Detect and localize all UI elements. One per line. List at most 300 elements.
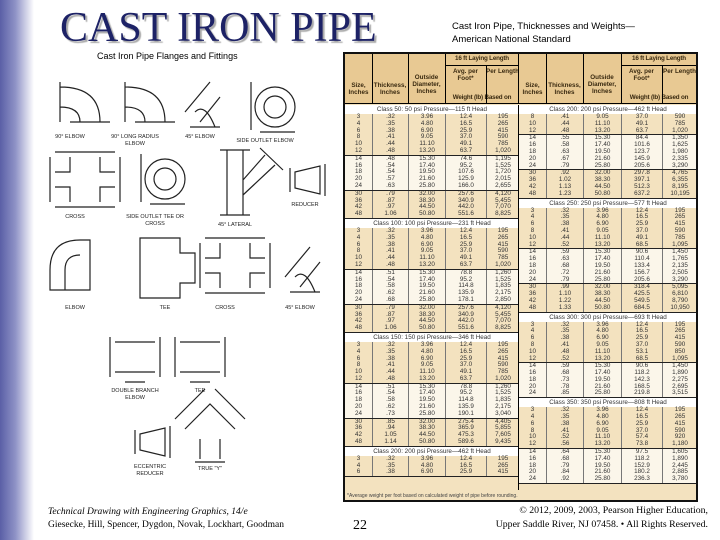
fitting-drawing	[285, 247, 320, 292]
table-footnote: *Average weight per foot based on calculated weight of pipe before rounding.	[347, 493, 518, 499]
table-cell: 21.60	[408, 290, 445, 297]
table-cell: 5,095	[662, 284, 697, 291]
pipe-table	[343, 52, 698, 502]
table-cell: 12.4	[621, 407, 662, 414]
table-cell: .44	[546, 121, 583, 128]
fitting-label: SIDE OUTLET ELBOW	[236, 138, 294, 144]
table-cell: 4.80	[583, 328, 621, 335]
table-cell: 21.60	[583, 156, 621, 163]
fitting-label: ECCENTRIC REDUCER	[133, 464, 167, 477]
table-cell: 397.1	[621, 177, 662, 184]
table-cell: 16	[528, 141, 536, 149]
header-divider	[408, 54, 409, 104]
table-cell: 17.40	[408, 163, 445, 170]
header-divider	[662, 66, 663, 104]
table-cell: 12	[528, 240, 536, 248]
row-group	[519, 407, 697, 449]
table-cell: .32	[546, 208, 583, 215]
table-cell: 16.5	[445, 463, 486, 470]
row-group	[519, 284, 697, 312]
table-cell: 12	[354, 146, 362, 154]
fitting-outline	[200, 238, 270, 293]
table-cell: 3.96	[583, 322, 621, 329]
table-cell: 42	[528, 182, 536, 190]
table-cell: .58	[546, 142, 583, 149]
table-cell: 17.40	[583, 256, 621, 263]
table-cell: 257.6	[445, 305, 486, 312]
table-cell: 3.96	[583, 407, 621, 414]
table-cell: .84	[546, 469, 583, 476]
table-cell: .38	[372, 242, 408, 249]
table-cell: .94	[372, 425, 408, 432]
table-cell: 9,435	[486, 439, 519, 446]
table-cell: 1.13	[546, 184, 583, 191]
table-cell: 25.9	[621, 221, 662, 228]
table-cell: 297.8	[621, 170, 662, 177]
table-cell: .48	[546, 349, 583, 356]
citation-authors: Giesecke, Hill, Spencer, Dygdon, Novak, Lockhart, Goodman	[48, 520, 285, 530]
table-cell: .97	[372, 318, 408, 325]
table-cell: 265	[662, 214, 697, 221]
table-cell: 265	[486, 235, 519, 242]
table-cell: 32.00	[408, 191, 445, 198]
table-cell: 590	[662, 228, 697, 235]
table-cell: 25.80	[583, 390, 621, 397]
table-cell: 195	[662, 208, 697, 215]
table-cell: .38	[372, 469, 408, 476]
table-cell: 10	[354, 368, 362, 376]
table-cell: 4.80	[408, 121, 445, 128]
table-cell: 37.0	[621, 428, 662, 435]
table-row	[519, 356, 697, 363]
table-cell: 219.8	[621, 390, 662, 397]
table-cell: 1.02	[546, 177, 583, 184]
class-heading: Class 200: 200 psi Pressure—462 ft Head	[345, 447, 519, 456]
fitting-drawing	[251, 82, 295, 132]
table-cell: 10,195	[662, 191, 697, 198]
table-cell: 16.5	[621, 414, 662, 421]
table-cell: .56	[546, 441, 583, 448]
table-cell: 25.9	[445, 128, 486, 135]
table-cell: 13.20	[583, 242, 621, 249]
table-cell: .87	[372, 198, 408, 205]
table-cell: 8,825	[486, 325, 519, 332]
row-group	[519, 322, 697, 364]
table-cell: 318.4	[621, 284, 662, 291]
fitting-label: 45° ELBOW	[185, 134, 215, 140]
table-cell: 18	[528, 461, 536, 469]
table-cell: 4	[530, 213, 535, 221]
table-cell: 25.9	[621, 421, 662, 428]
table-cell: 3.96	[408, 456, 445, 463]
table-cell: 5,455	[486, 198, 519, 205]
fitting-label: CROSS	[65, 214, 85, 220]
table-cell: 1,020	[486, 376, 519, 383]
table-cell: 16.5	[621, 214, 662, 221]
table-cell: 14	[528, 134, 536, 142]
table-cell: .32	[372, 114, 408, 121]
table-cell: 2,275	[662, 377, 697, 384]
table-cell: 168.5	[621, 384, 662, 391]
header-outside-diameter: Outside Diameter, Inches	[587, 74, 617, 95]
table-cell: 6	[530, 419, 535, 427]
table-cell: 25.80	[408, 297, 445, 304]
table-row	[345, 262, 519, 269]
table-cell: 16	[354, 389, 362, 397]
table-cell: 14	[354, 382, 362, 390]
table-cell: .35	[372, 463, 408, 470]
table-row	[345, 469, 519, 476]
table-cell: 3,040	[486, 411, 519, 418]
table-cell: .41	[546, 114, 583, 121]
table-cell: .68	[546, 456, 583, 463]
table-cell: .38	[372, 128, 408, 135]
table-cell: 785	[662, 121, 697, 128]
table-cell: 4	[356, 461, 361, 469]
table-cell: 6.90	[583, 221, 621, 228]
table-cell: 57.4	[621, 434, 662, 441]
table-cell: 3.96	[408, 114, 445, 121]
table-cell: .85	[546, 390, 583, 397]
table-cell: 3.96	[408, 228, 445, 235]
table-cell: 512.3	[621, 184, 662, 191]
table-cell: 2,135	[662, 263, 697, 270]
table-cell: 37.0	[445, 362, 486, 369]
table-cell: 12	[528, 354, 536, 362]
table-cell: 152.9	[621, 463, 662, 470]
table-cell: 19.50	[408, 397, 445, 404]
table-cell: 4	[356, 233, 361, 241]
table-cell: 10,950	[662, 305, 697, 312]
table-cell: 36	[528, 290, 536, 298]
table-cell: 2,655	[486, 183, 519, 190]
copyright-line-1: © 2012, 2009, 2003, Pearson Higher Education,	[519, 505, 708, 516]
table-cell: 1,835	[486, 283, 519, 290]
row-group	[345, 228, 519, 270]
table-cell: 95.2	[445, 163, 486, 170]
table-cell: 442.0	[445, 204, 486, 211]
table-cell: .41	[546, 228, 583, 235]
table-cell: 10	[354, 254, 362, 262]
fitting-drawing	[140, 238, 195, 298]
table-cell: 11.10	[408, 141, 445, 148]
table-cell: 8,790	[662, 298, 697, 305]
table-cell: 30	[354, 303, 362, 311]
table-cell: .63	[546, 256, 583, 263]
table-cell: 13.20	[583, 441, 621, 448]
table-cell: 24	[528, 161, 536, 169]
table-cell: 12.4	[621, 322, 662, 329]
table-cell: 50.80	[408, 325, 445, 332]
header-weight-based-on: Weight (lb) Based on	[452, 94, 512, 101]
table-cell: .68	[546, 263, 583, 270]
table-cell: 11.10	[583, 434, 621, 441]
table-cell: 18	[354, 282, 362, 290]
table-cell: 1,450	[662, 363, 697, 370]
table-cell: 4,405	[486, 419, 519, 426]
table-left-half	[345, 105, 519, 477]
table-cell: .79	[546, 277, 583, 284]
table-cell: 95.2	[445, 390, 486, 397]
row-group	[345, 342, 519, 384]
row-group	[345, 456, 519, 477]
table-cell: 17.40	[408, 277, 445, 284]
header-divider	[372, 54, 373, 104]
table-cell: 15.30	[583, 449, 621, 456]
table-cell: 785	[662, 235, 697, 242]
table-cell: 49.1	[445, 141, 486, 148]
table-cell: 1.22	[546, 298, 583, 305]
table-cell: 16	[528, 255, 536, 263]
table-cell: .54	[372, 169, 408, 176]
table-cell: 205.6	[621, 163, 662, 170]
table-cell: 24	[354, 409, 362, 417]
table-cell: .73	[372, 411, 408, 418]
table-cell: 44.50	[408, 318, 445, 325]
table-cell: 1,765	[662, 256, 697, 263]
table-cell: 9.05	[583, 114, 621, 121]
header-divider	[621, 54, 622, 104]
table-cell: 78.8	[445, 384, 486, 391]
table-cell: .59	[546, 363, 583, 370]
table-cell: 2,850	[486, 297, 519, 304]
table-cell: 37.0	[445, 248, 486, 255]
table-cell: 4	[530, 413, 535, 421]
table-cell: 30	[354, 417, 362, 425]
table-cell: .41	[546, 342, 583, 349]
table-cell: 42	[354, 203, 362, 211]
table-cell: 10	[354, 140, 362, 148]
table-cell: 6,355	[662, 177, 697, 184]
table-cell: 3,515	[662, 390, 697, 397]
table-cell: 3	[356, 113, 361, 120]
table-cell: 1,525	[486, 163, 519, 170]
table-row	[519, 305, 697, 312]
fitting-drawing	[60, 82, 110, 122]
table-row	[519, 476, 697, 483]
table-cell: 195	[662, 322, 697, 329]
table-cell: .48	[372, 156, 408, 163]
table-cell: 1.06	[372, 211, 408, 218]
table-cell: 2,175	[486, 290, 519, 297]
table-cell: 21.60	[583, 270, 621, 277]
table-row	[519, 390, 697, 397]
table-cell: 25.9	[445, 356, 486, 363]
table-row	[345, 376, 519, 383]
fitting-outline	[50, 240, 90, 290]
table-cell: 4,765	[662, 170, 697, 177]
table-cell: 12	[528, 126, 536, 134]
table-cell: 2,505	[662, 270, 697, 277]
fitting-label: TRUE "Y"	[197, 466, 223, 472]
table-cell: 48	[354, 324, 362, 332]
table-cell: 1.23	[546, 191, 583, 198]
table-cell: 8	[530, 226, 535, 234]
fitting-outline	[140, 238, 195, 298]
table-cell: 1,350	[662, 135, 697, 142]
header-outside-diameter: Outside Diameter, Inches	[412, 74, 441, 95]
header-divider	[546, 54, 547, 104]
table-cell: 365.9	[445, 425, 486, 432]
table-cell: 14	[528, 448, 536, 456]
page-number: 22	[353, 518, 367, 533]
table-row	[345, 183, 519, 190]
slide-edge-gradient	[0, 0, 34, 540]
fittings-drawings	[40, 62, 340, 492]
table-cell: .63	[372, 183, 408, 190]
table-cell: 1,720	[486, 169, 519, 176]
table-cell: 24	[354, 181, 362, 189]
table-cell: 16.5	[621, 328, 662, 335]
fitting-label: SIDE OUTLET TEE OR CROSS	[126, 214, 184, 227]
table-cell: 551.6	[445, 325, 486, 332]
table-cell: .52	[546, 434, 583, 441]
table-cell: 590	[486, 134, 519, 141]
table-cell: 21.60	[583, 469, 621, 476]
table-cell: .44	[372, 369, 408, 376]
table-cell: 32.00	[408, 419, 445, 426]
table-cell: 10	[528, 119, 536, 127]
table-cell: 25.80	[408, 183, 445, 190]
table-cell: 8	[530, 340, 535, 348]
table-cell: 3	[530, 206, 535, 214]
table-cell: 37.0	[621, 114, 662, 121]
table-cell: 195	[486, 342, 519, 349]
table-right-half	[519, 105, 697, 484]
table-cell: 4,120	[486, 305, 519, 312]
table-cell: 2,335	[662, 156, 697, 163]
table-cell: 49.1	[445, 369, 486, 376]
citation-book: Technical Drawing with Engineering Graphics, 14/e	[48, 507, 248, 517]
table-cell: 8	[530, 113, 535, 120]
table-cell: .38	[372, 356, 408, 363]
fittings-drawings-svg	[40, 62, 340, 492]
table-cell: 50.80	[408, 439, 445, 446]
table-cell: 63.7	[445, 376, 486, 383]
table-cell: 38.30	[583, 177, 621, 184]
table-cell: 17.40	[583, 142, 621, 149]
table-cell: 63.7	[445, 148, 486, 155]
table-row	[519, 441, 697, 448]
table-cell: 19.50	[583, 149, 621, 156]
table-cell: 1.10	[546, 291, 583, 298]
table-cell: 15.30	[583, 249, 621, 256]
table-cell: 9.05	[408, 362, 445, 369]
row-group	[519, 449, 697, 484]
table-cell: 142.3	[621, 377, 662, 384]
table-cell: 8,825	[486, 211, 519, 218]
table-cell: 1,095	[662, 356, 697, 363]
row-group	[345, 384, 519, 419]
fitting-outline	[135, 426, 170, 458]
table-cell: 48	[528, 303, 536, 311]
table-cell: .41	[372, 134, 408, 141]
table-cell: 4.80	[408, 349, 445, 356]
table-cell: 110.4	[621, 256, 662, 263]
table-cell: 118.2	[621, 456, 662, 463]
table-cell: .97	[372, 204, 408, 211]
table-cell: 1,195	[486, 156, 519, 163]
table-cell: .54	[372, 390, 408, 397]
table-cell: 4,120	[486, 191, 519, 198]
table-cell: 5,855	[486, 425, 519, 432]
table-cell: 340.9	[445, 198, 486, 205]
table-cell: .68	[546, 370, 583, 377]
table-cell: 180.2	[621, 469, 662, 476]
fitting-drawing	[110, 337, 160, 382]
table-cell: 14	[528, 248, 536, 256]
table-cell: 50.80	[583, 191, 621, 198]
table-cell: 21.60	[408, 176, 445, 183]
table-cell: 415	[662, 421, 697, 428]
table-cell: 13.20	[408, 262, 445, 269]
table-cell: 1.14	[372, 439, 408, 446]
table-cell: 32.00	[583, 284, 621, 291]
table-cell: 4.80	[583, 414, 621, 421]
fitting-outline	[255, 87, 295, 127]
table-cell: 25.80	[583, 277, 621, 284]
fitting-outline	[264, 96, 286, 118]
table-cell: 1,020	[486, 148, 519, 155]
copyright-line-2: Upper Saddle River, NJ 07458. • All Rights Reserved.	[495, 519, 708, 530]
table-cell: 19.50	[583, 463, 621, 470]
table-cell: 12	[528, 440, 536, 448]
table-cell: .79	[372, 305, 408, 312]
table-cell: 17.40	[583, 370, 621, 377]
fitting-label: CROSS	[215, 305, 235, 311]
table-cell: 6	[356, 240, 361, 248]
table-cell: 5,455	[486, 312, 519, 319]
table-cell: .32	[372, 342, 408, 349]
table-cell: 36	[354, 310, 362, 318]
table-cell: 18	[528, 375, 536, 383]
table-cell: 257.6	[445, 191, 486, 198]
fitting-label: REDUCER	[291, 202, 319, 208]
header-divider	[486, 66, 487, 104]
table-cell: 133.4	[621, 263, 662, 270]
table-cell: 18	[354, 396, 362, 404]
table-cell: .35	[372, 349, 408, 356]
table-cell: 44.50	[408, 204, 445, 211]
table-cell: 95.2	[445, 277, 486, 284]
table-cell: 15.30	[408, 384, 445, 391]
row-group	[345, 156, 519, 191]
table-cell: 1,890	[662, 456, 697, 463]
table-cell: 3,290	[662, 163, 697, 170]
table-cell: 20	[354, 175, 362, 183]
table-cell: 785	[486, 141, 519, 148]
table-cell: 195	[486, 114, 519, 121]
table-cell: 63.7	[621, 128, 662, 135]
fitting-drawing	[200, 238, 270, 293]
table-cell: 32.00	[583, 170, 621, 177]
table-cell: 44.50	[408, 432, 445, 439]
table-cell: 13.20	[583, 356, 621, 363]
fitting-outline	[220, 148, 283, 215]
table-cell: .35	[372, 121, 408, 128]
table-cell: 275.4	[445, 419, 486, 426]
table-row	[519, 128, 697, 135]
row-group	[519, 249, 697, 284]
table-cell: 178.1	[445, 297, 486, 304]
table-cell: 114.8	[445, 283, 486, 290]
table-cell: .41	[372, 362, 408, 369]
table-cell: 205.6	[621, 277, 662, 284]
table-cell: 2,015	[486, 176, 519, 183]
table-cell: .35	[546, 328, 583, 335]
fitting-outline	[175, 389, 245, 462]
table-cell: 42	[354, 431, 362, 439]
